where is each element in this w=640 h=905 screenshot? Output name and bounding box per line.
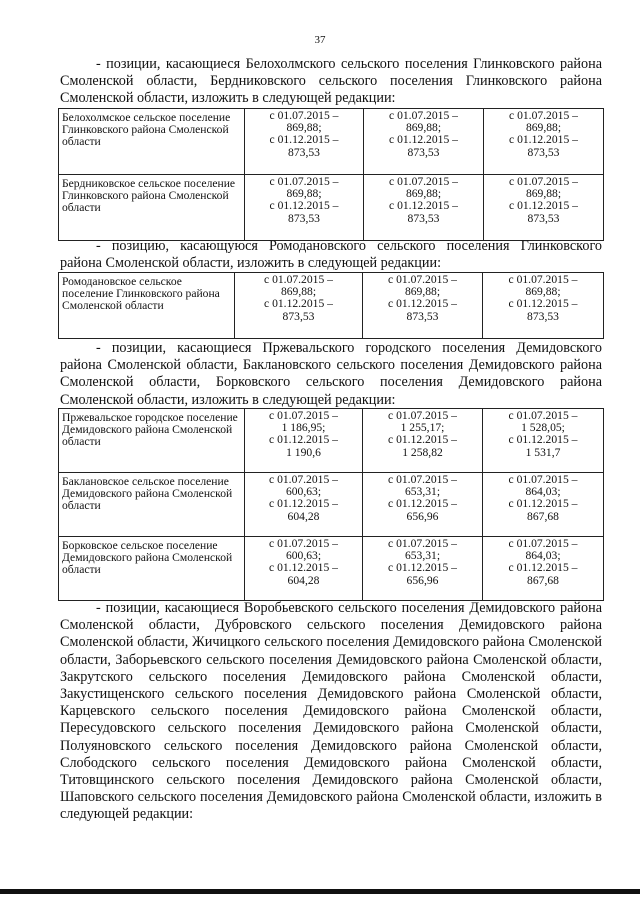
tariff-cell: с 01.07.2015 – 869,88; с 01.12.2015 – 873,53 — [484, 175, 604, 241]
tariff-cell: с 01.07.2015 – 869,88; с 01.12.2015 – 873,53 — [364, 109, 484, 175]
tariff-cell: с 01.07.2015 – 869,88; с 01.12.2015 – 873,53 — [484, 109, 604, 175]
settlement-name: Ромодановское сельское поселение Глинковского района Смоленской области — [59, 273, 235, 339]
settlement-name: Пржевальское городское поселение Демидовского района Смоленской области — [59, 409, 245, 473]
table-row — [59, 409, 604, 473]
tariff-cell: с 01.07.2015 – 1 528,05; с 01.12.2015 – 1 531,7 — [483, 409, 604, 473]
footer-rule — [0, 889, 640, 894]
settlement-name: Баклановское сельское поселение Демидовского района Смоленской области — [59, 473, 245, 537]
table-row — [59, 537, 604, 601]
tariff-cell: с 01.07.2015 – 869,88; с 01.12.2015 – 873,53 — [364, 175, 484, 241]
closing-paragraph: - позиции, касающиеся Воробьевского сельского поселения Демидовского района Смоленской области, Дубровского сельского поселения Демидовского района Смоленской области, Жичицкого сельского поселения Демидовского района Смоленской области, Заборьевского сельского поселения Демидовского района Смоленской области, Закрутского сельского поселения Демидовского района Смоленской области, Закустищенского сельского поселения Демидовского района Смоленской области, Карцевского сельского поселения Демидовского района Смоленской области, Пересудовского сельского поселения Демидовского района Смоленской области, Полуяновского сельского поселения Демидовского района Смоленской области, Слободского сельского поселения Демидовского района Смоленской области, Титовщинского сельского поселения Демидовского района Смоленской области, Шаповского сельского поселения Демидовского района Смоленской области, изложить в следующей редакции: — [60, 600, 602, 823]
table-row — [59, 273, 604, 339]
tariff-cell: с 01.07.2015 – 1 186,95; с 01.12.2015 – 1 190,6 — [245, 409, 363, 473]
section-3-table — [58, 408, 604, 601]
section-1-intro: - позиции, касающиеся Белохолмского сельского поселения Глинковского района Смоленской области, Бердниковского сельского поселения Глинковского района Смоленской области, изложить в следующей редакции: — [60, 56, 602, 107]
tariff-cell: с 01.07.2015 – 864,03; с 01.12.2015 – 867,68 — [483, 537, 604, 601]
section-2-intro: - позицию, касающуюся Ромодановского сельского поселения Глинковского района Смоленской области, изложить в следующей редакции: — [60, 238, 602, 272]
table-row — [59, 473, 604, 537]
tariff-cell: с 01.07.2015 – 600,63; с 01.12.2015 – 604,28 — [245, 473, 363, 537]
tariff-cell: с 01.07.2015 – 869,88; с 01.12.2015 – 873,53 — [483, 273, 604, 339]
page-number: 37 — [314, 34, 326, 46]
settlement-name: Бердниковское сельское поселение Глинковского района Смоленской области — [59, 175, 245, 241]
tariff-cell: с 01.07.2015 – 1 255,17; с 01.12.2015 – 1 258,82 — [363, 409, 483, 473]
tariff-cell: с 01.07.2015 – 600,63; с 01.12.2015 – 604,28 — [245, 537, 363, 601]
settlement-name: Белохолмское сельское поселение Глинковского района Смоленской области — [59, 109, 245, 175]
table-row — [59, 175, 604, 241]
table-row — [59, 109, 604, 175]
tariff-cell: с 01.07.2015 – 653,31; с 01.12.2015 – 656,96 — [363, 537, 483, 601]
section-3-intro: - позиции, касающиеся Пржевальского городского поселения Демидовского района Смоленской области, Баклановского сельского поселения Демидовского района Смоленской области, Борковского сельского поселения Демидовского района Смоленской области, изложить в следующей редакции: — [60, 340, 602, 408]
section-2-table — [58, 272, 604, 339]
tariff-cell: с 01.07.2015 – 864,03; с 01.12.2015 – 867,68 — [483, 473, 604, 537]
section-1-table — [58, 108, 604, 241]
tariff-cell: с 01.07.2015 – 653,31; с 01.12.2015 – 656,96 — [363, 473, 483, 537]
tariff-cell: с 01.07.2015 – 869,88; с 01.12.2015 – 873,53 — [245, 175, 364, 241]
tariff-cell: с 01.07.2015 – 869,88; с 01.12.2015 – 873,53 — [363, 273, 483, 339]
settlement-name: Борковское сельское поселение Демидовского района Смоленской области — [59, 537, 245, 601]
tariff-cell: с 01.07.2015 – 869,88; с 01.12.2015 – 873,53 — [245, 109, 364, 175]
tariff-cell: с 01.07.2015 – 869,88; с 01.12.2015 – 873,53 — [235, 273, 363, 339]
